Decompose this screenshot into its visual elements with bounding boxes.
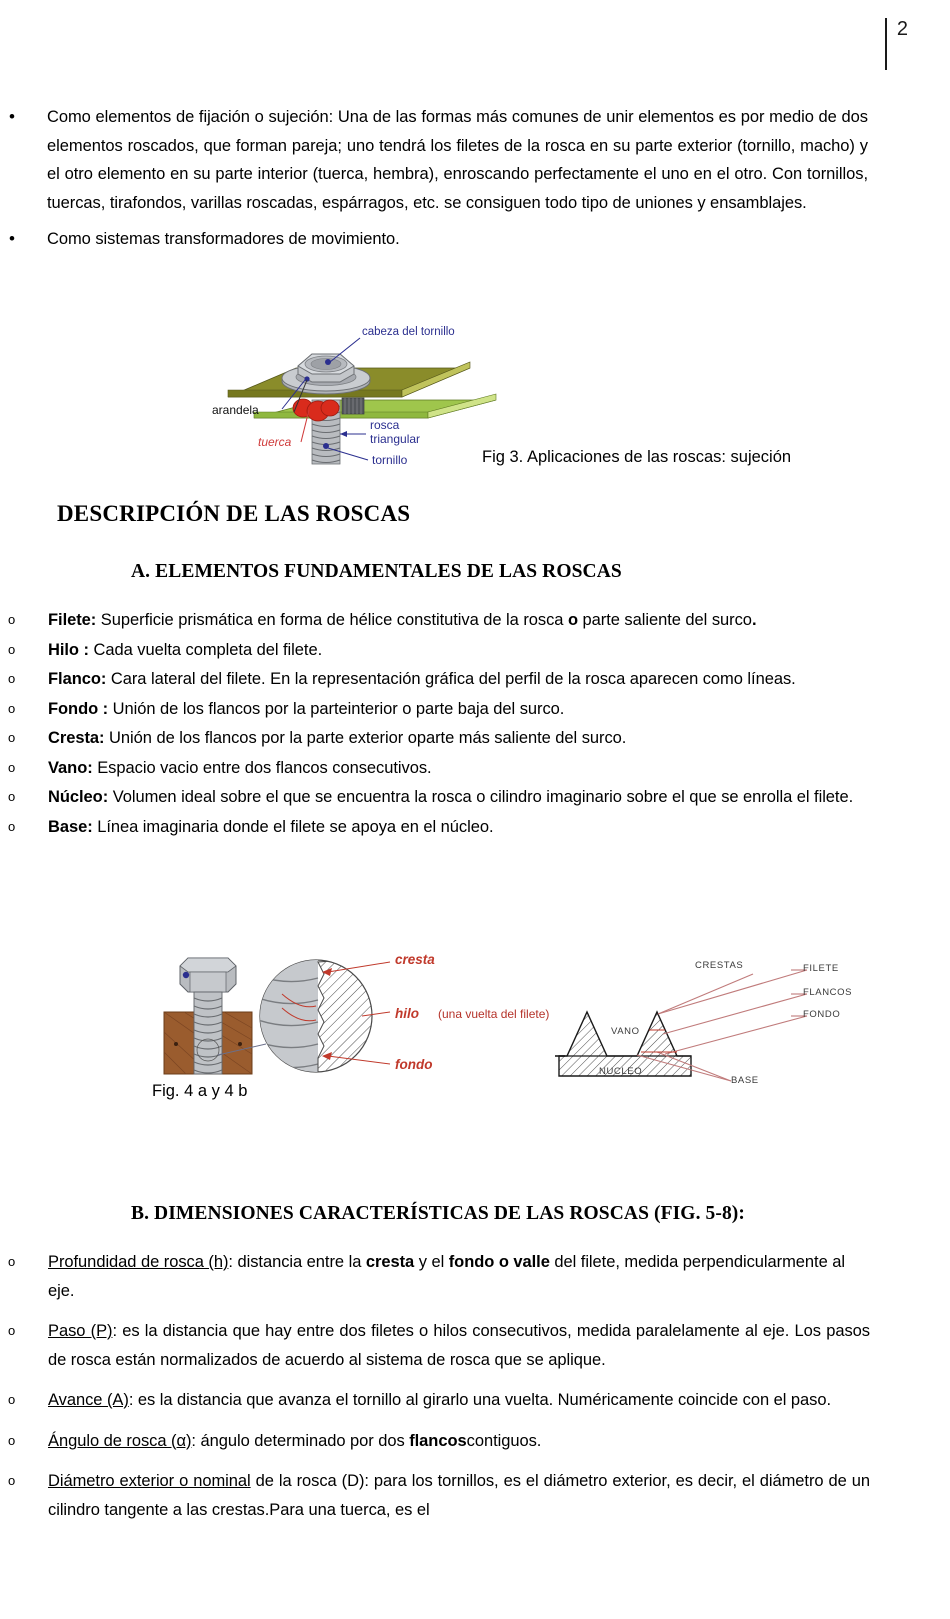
bullet-marker-circle-icon: o: [8, 641, 16, 657]
term-description-1: Unión de los flancos por la parteinterior o parte baja del surco.: [108, 699, 565, 718]
term-segment-2: y el: [414, 1253, 449, 1271]
bullet-marker-circle-icon: o: [8, 759, 16, 775]
fig3-label-thread: rosca: [370, 418, 400, 432]
fig4a-label-hilo: hilo: [395, 1006, 419, 1021]
bullet-marker-circle-icon: o: [8, 700, 16, 716]
figure-4a-detail-circle: [258, 950, 550, 1085]
term-bold-1: flancos: [409, 1431, 467, 1450]
bullet-marker-circle-icon: o: [8, 1392, 16, 1407]
list-item-text: [48, 1386, 950, 1415]
section-b-heading: B. DIMENSIONES CARACTERÍSTICAS DE LAS ROSCAS (FIG. 5-8):: [131, 1203, 745, 1224]
term-description-1: Cada vuelta completa del filete.: [88, 640, 323, 659]
fig4b-label-vano: VANO: [611, 1026, 640, 1037]
fig4a-label-fondo: fondo: [395, 1057, 433, 1072]
figure-3-svg: [206, 322, 506, 474]
bullet-marker-circle-icon: o: [8, 612, 16, 627]
list-item: [0, 695, 950, 724]
term-segment-1: : distancia entre la: [228, 1253, 366, 1271]
list-item: [0, 665, 950, 694]
fig4a-label-hilo-note: (una vuelta del filete): [438, 1007, 550, 1021]
list-item-text: [48, 606, 950, 635]
term-label: Fondo :: [48, 699, 109, 718]
term-segment-1: : ángulo determinado por dos: [191, 1431, 410, 1450]
term-label: Filete:: [48, 611, 97, 629]
list-item: [0, 1248, 950, 1305]
bullet-marker-circle-icon: o: [8, 730, 16, 745]
term-label: Ángulo de rosca (α): [48, 1431, 192, 1450]
fig4b-label-flancos: FLANCOS: [803, 987, 853, 998]
bullet-marker-circle-icon: o: [8, 671, 16, 686]
term-description-end: .: [751, 611, 757, 629]
list-item-text: [48, 1467, 950, 1524]
figure-4b-thread-profile: [545, 948, 853, 1088]
bullet-marker-circle-icon: o: [8, 1323, 16, 1338]
bullet-marker-circle-icon: o: [8, 1432, 16, 1448]
list-item-text: [48, 783, 950, 812]
fig3-label-bolt: tornillo: [372, 453, 408, 467]
fig3-label-head: cabeza del tornillo: [362, 326, 455, 338]
term-description-2: parte saliente del surco: [578, 611, 752, 629]
term-description-1: Unión de los flancos por la parte exterior oparte más saliente del surco.: [104, 729, 627, 747]
list-item-text: [48, 754, 950, 783]
list-item: [0, 103, 950, 217]
bullet-marker-circle-icon: o: [8, 789, 16, 804]
fig4b-label-base: BASE: [731, 1075, 759, 1086]
list-item-text: Como sistemas transformadores de movimiento.: [47, 230, 400, 248]
list-item-text: [48, 724, 950, 753]
list-item: [0, 813, 950, 842]
term-description-1: Línea imaginaria donde el filete se apoya en el núcleo.: [92, 817, 494, 836]
term-segment-1: : es la distancia que avanza el tornillo al girarlo una vuelta. Numéricamente coincide con el paso.: [128, 1391, 832, 1409]
figure-3-caption: Fig 3. Aplicaciones de las roscas: sujeción: [482, 448, 792, 466]
term-segment-1: : es la distancia que hay entre dos filetes o hilos consecutivos, medida paralelamente al eje. Los pasos de rosca están normalizados de acuerdo al sistema de rosca que se aplique.: [48, 1322, 870, 1369]
list-item: [0, 606, 950, 635]
list-item-text: Como elementos de fijación o sujeción: Una de las formas más comunes de unir elementos es por medio de dos elementos roscados, que forman pareja; uno tendrá los filetes de la rosca en su parte exterior (tornillo, macho) y el otro elemento en su parte interior (tuerca, hembra), enroscando perfectamente el uno en el otro. Con tornillos, tuercas, tirafondos, varillas roscadas, espárragos, etc. se consiguen todo tipo de uniones y ensamblajes.: [47, 108, 868, 212]
list-item-text: [48, 1248, 950, 1305]
header-vertical-rule: [885, 18, 887, 70]
list-item-text: [48, 695, 950, 724]
figure-3-bolt-assembly: [206, 322, 506, 474]
term-label: Vano:: [48, 758, 93, 777]
bullet-marker-circle-icon: o: [8, 1473, 16, 1488]
term-segment-3: del filete, medida perpendicularmente al eje.: [48, 1253, 845, 1300]
term-description-1: Volumen ideal sobre el que se encuentra la rosca o cilindro imaginario sobre el que se enrolla el filete.: [108, 788, 854, 806]
list-item-text: [48, 1317, 950, 1374]
term-segment-2: contiguos.: [466, 1431, 542, 1450]
list-item: [0, 636, 950, 665]
fig4a-label-cresta: cresta: [395, 952, 435, 967]
list-item: [0, 1467, 950, 1524]
list-item-text: [48, 1427, 950, 1456]
bullet-marker-circle-icon: o: [8, 818, 16, 834]
term-label: Paso (P): [48, 1322, 113, 1340]
page-header: [885, 18, 908, 72]
section-b-list: [0, 1248, 950, 1525]
term-segment-1: de la rosca (D): para los tornillos, es el diámetro exterior, es decir, el diámetro de un cilindro tangente a las crestas.Para una tuerca, es el: [48, 1472, 870, 1519]
list-item: [0, 783, 950, 812]
fig4b-label-nucleo: NUCLEO: [599, 1066, 643, 1077]
list-item: [0, 754, 950, 783]
section-a-heading: A. ELEMENTOS FUNDAMENTALES DE LAS ROSCAS: [131, 561, 622, 582]
list-item: [0, 1317, 950, 1374]
list-item-text: [48, 813, 950, 842]
term-label: Flanco:: [48, 670, 107, 688]
list-item-text: [48, 636, 950, 665]
term-label: Núcleo:: [48, 788, 109, 806]
figure-4-caption: Fig. 4 a y 4 b: [152, 1082, 248, 1100]
bullet-marker-circle-icon: o: [8, 1254, 16, 1269]
list-item: [0, 1386, 950, 1415]
term-description-1: Superficie prismática en forma de hélice constitutiva de la rosca: [96, 611, 568, 629]
term-label: Hilo :: [48, 640, 89, 659]
bullet-marker-disc-icon: •: [9, 229, 15, 248]
term-description-1: Espacio vacio entre dos flancos consecutivos.: [92, 758, 432, 777]
list-item: [0, 724, 950, 753]
fig3-label-nut: tuerca: [258, 435, 292, 449]
term-label: Profundidad de rosca (h): [48, 1253, 229, 1271]
page-title: DESCRIPCIÓN DE LAS ROSCAS: [57, 501, 411, 526]
term-bold-1: cresta: [365, 1253, 415, 1271]
fig4b-label-crestas: CRESTAS: [695, 960, 744, 971]
term-emphasis: o: [567, 611, 578, 629]
fig4b-label-filete: FILETE: [803, 963, 839, 974]
list-item-text: [48, 665, 950, 694]
term-description-1: Cara lateral del filete. En la representación gráfica del perfil de la rosca aparecen como líneas.: [106, 670, 796, 688]
list-item: [0, 1427, 950, 1456]
fig3-label-washer: arandela: [212, 403, 259, 417]
page-number: 2: [896, 18, 908, 40]
list-item: [0, 225, 950, 254]
term-label: Avance (A): [48, 1391, 129, 1409]
intro-bullet-list: [0, 103, 950, 258]
term-label: Diámetro exterior o nominal: [48, 1472, 251, 1490]
bullet-marker-disc-icon: •: [9, 107, 15, 126]
term-bold-2: fondo o valle: [448, 1253, 550, 1271]
section-a-list: [0, 606, 950, 842]
term-label: Base:: [48, 817, 93, 836]
term-label: Cresta:: [48, 729, 105, 747]
fig3-label-thread-type: triangular: [370, 432, 421, 446]
fig4b-label-fondo: FONDO: [803, 1009, 841, 1020]
